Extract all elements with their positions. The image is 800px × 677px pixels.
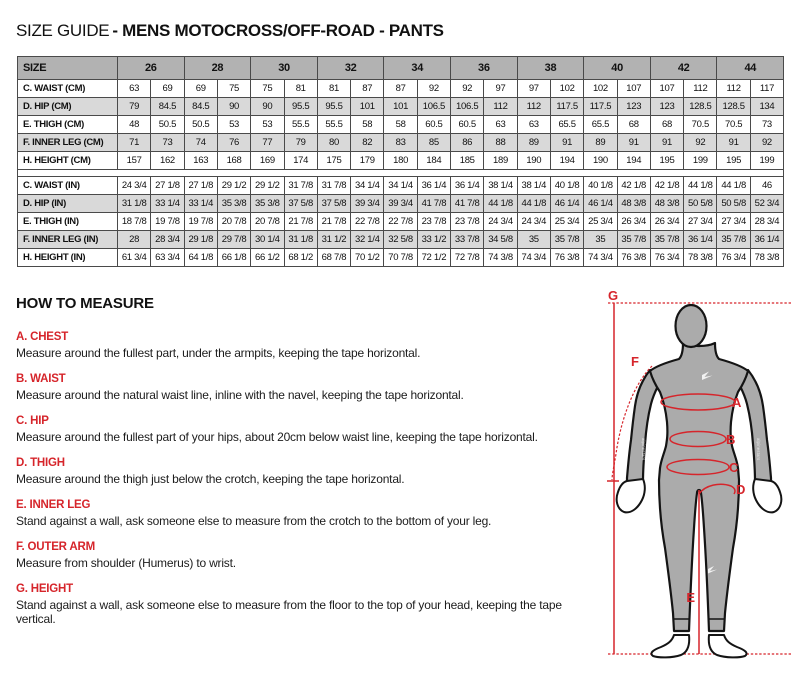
measurement-value-cell: 74 — [184, 134, 217, 152]
measure-items — [16, 331, 588, 626]
measurement-value-cell: 91 — [717, 134, 750, 152]
measurement-value-cell: 87 — [351, 80, 384, 98]
size-table-head — [18, 57, 784, 80]
measure-item-g-height — [16, 583, 588, 626]
measurement-value-cell: 66 1/2 — [251, 249, 284, 267]
measurement-value-cell: 95.5 — [317, 98, 350, 116]
measurement-value-cell: 19 7/8 — [151, 213, 184, 231]
measurement-value-cell: 31 1/8 — [284, 231, 317, 249]
measurement-value-cell: 21 7/8 — [284, 213, 317, 231]
measure-item-text: Measure around the natural waist line, inline with the navel, keeping the tape horizontal. — [16, 388, 464, 402]
measurement-value-cell: 29 1/2 — [217, 177, 250, 195]
measurement-value-cell: 175 — [317, 152, 350, 170]
right-hand — [753, 479, 781, 512]
measurement-value-cell: 18 7/8 — [118, 213, 151, 231]
measurement-value-cell: 128.5 — [684, 98, 717, 116]
measurement-value-cell: 185 — [451, 152, 484, 170]
measurement-value-cell: 26 3/4 — [650, 213, 683, 231]
figure-label-d: D — [736, 482, 746, 497]
measurement-value-cell: 128.5 — [717, 98, 750, 116]
measurement-value-cell: 46 1/4 — [550, 195, 583, 213]
figure-label-c: C — [729, 460, 739, 475]
unit-separator-row — [18, 170, 784, 177]
measurement-value-cell: 33 1/2 — [417, 231, 450, 249]
measurement-value-cell: 71 — [118, 134, 151, 152]
measure-item-heading: C. HIP — [16, 415, 49, 427]
measurement-value-cell: 112 — [717, 80, 750, 98]
size-header-32: 32 — [317, 57, 384, 80]
table-row — [18, 195, 784, 213]
measurement-value-cell: 70 1/2 — [351, 249, 384, 267]
measurement-value-cell: 90 — [217, 98, 250, 116]
measurement-value-cell: 22 7/8 — [384, 213, 417, 231]
measurement-value-cell: 25 3/4 — [550, 213, 583, 231]
measure-item-b-waist — [16, 373, 588, 402]
measurement-value-cell: 117.5 — [584, 98, 617, 116]
measurement-value-cell: 58 — [384, 116, 417, 134]
measurement-value-cell: 80 — [317, 134, 350, 152]
measurement-value-cell: 189 — [484, 152, 517, 170]
measurement-value-cell: 52 3/4 — [750, 195, 783, 213]
left-forearm-brand-text: alpinestars — [641, 438, 646, 461]
figure-label-b: B — [726, 432, 736, 447]
measurement-value-cell: 70 7/8 — [384, 249, 417, 267]
measurement-value-cell: 112 — [684, 80, 717, 98]
measurement-value-cell: 184 — [417, 152, 450, 170]
measurement-value-cell: 50 5/8 — [684, 195, 717, 213]
measurement-value-cell: 75 — [251, 80, 284, 98]
measurement-value-cell: 63 — [118, 80, 151, 98]
measurement-value-cell: 32 5/8 — [384, 231, 417, 249]
row-label: E. THIGH (CM) — [18, 116, 118, 134]
measurement-value-cell: 44 1/8 — [717, 177, 750, 195]
measurement-value-cell: 162 — [151, 152, 184, 170]
measure-item-heading: F. OUTER ARM — [16, 541, 95, 553]
measurement-value-cell: 91 — [650, 134, 683, 152]
measurement-value-cell: 73 — [151, 134, 184, 152]
size-header-44: 44 — [717, 57, 784, 80]
measurement-value-cell: 74 3/4 — [584, 249, 617, 267]
how-to-measure-title: HOW TO MEASURE — [16, 295, 154, 312]
measurement-value-cell: 24 3/4 — [118, 177, 151, 195]
table-row — [18, 98, 784, 116]
measure-item-c-hip — [16, 415, 588, 444]
measurement-value-cell: 85 — [417, 134, 450, 152]
measure-item-e-inner-leg — [16, 499, 588, 528]
figure-label-f: F — [631, 354, 639, 369]
page-title — [16, 21, 444, 41]
table-row — [18, 213, 784, 231]
measurement-value-cell: 92 — [451, 80, 484, 98]
measurement-value-cell: 42 1/8 — [650, 177, 683, 195]
measurement-value-cell: 195 — [650, 152, 683, 170]
row-label: C. WAIST (CM) — [18, 80, 118, 98]
measurement-value-cell: 70.5 — [684, 116, 717, 134]
measurement-value-cell: 61 3/4 — [118, 249, 151, 267]
figure-label-g: G — [608, 288, 619, 303]
measure-item-heading: E. INNER LEG — [16, 499, 91, 511]
measurement-value-cell: 31 1/8 — [118, 195, 151, 213]
measurement-value-cell: 36 1/4 — [451, 177, 484, 195]
measurement-value-cell: 44 1/8 — [517, 195, 550, 213]
measurement-value-cell: 42 1/8 — [617, 177, 650, 195]
measurement-value-cell: 44 1/8 — [484, 195, 517, 213]
measure-item-text: Measure from shoulder (Humerus) to wrist. — [16, 556, 236, 570]
measurement-value-cell: 77 — [251, 134, 284, 152]
size-header-40: 40 — [584, 57, 651, 80]
measure-item-text: Stand against a wall, ask someone else to measure from the crotch to the bottom of your leg. — [16, 514, 492, 528]
measurement-value-cell: 73 — [750, 116, 783, 134]
measurement-value-cell: 163 — [184, 152, 217, 170]
measurement-value-cell: 69 — [151, 80, 184, 98]
measurement-value-cell: 34 1/4 — [384, 177, 417, 195]
measurement-value-cell: 101 — [384, 98, 417, 116]
measurement-value-cell: 107 — [650, 80, 683, 98]
measurement-value-cell: 50.5 — [151, 116, 184, 134]
measurement-value-cell: 112 — [484, 98, 517, 116]
measurement-value-cell: 35 7/8 — [650, 231, 683, 249]
measurement-value-cell: 169 — [251, 152, 284, 170]
measurement-value-cell: 27 3/4 — [717, 213, 750, 231]
measurement-value-cell: 179 — [351, 152, 384, 170]
measurement-value-cell: 29 1/2 — [251, 177, 284, 195]
measurement-value-cell: 30 1/4 — [251, 231, 284, 249]
measurement-value-cell: 48 3/8 — [650, 195, 683, 213]
measurement-value-cell: 41 7/8 — [451, 195, 484, 213]
table-row — [18, 152, 784, 170]
measurement-value-cell: 34 1/4 — [351, 177, 384, 195]
measurement-value-cell: 190 — [517, 152, 550, 170]
measurement-value-cell: 33 1/4 — [184, 195, 217, 213]
table-row — [18, 177, 784, 195]
measurement-value-cell: 89 — [517, 134, 550, 152]
measurement-value-cell: 180 — [384, 152, 417, 170]
measurement-value-cell: 74 3/4 — [517, 249, 550, 267]
measurement-value-cell: 97 — [484, 80, 517, 98]
measurement-value-cell: 46 — [750, 177, 783, 195]
size-header-26: 26 — [118, 57, 185, 80]
measurement-value-cell: 157 — [118, 152, 151, 170]
measurement-value-cell: 63 — [484, 116, 517, 134]
measure-item-heading: G. HEIGHT — [16, 583, 73, 595]
measure-item-heading: D. THIGH — [16, 457, 65, 469]
measurement-value-cell: 28 3/4 — [151, 231, 184, 249]
measurement-value-cell: 195 — [717, 152, 750, 170]
measurement-value-cell: 28 3/4 — [750, 213, 783, 231]
measurement-value-cell: 95.5 — [284, 98, 317, 116]
measure-item-d-thigh — [16, 457, 588, 486]
row-label: D. HIP (IN) — [18, 195, 118, 213]
measurement-value-cell: 29 1/8 — [184, 231, 217, 249]
measurement-value-cell: 76 3/8 — [550, 249, 583, 267]
left-hand — [617, 479, 645, 512]
measure-item-heading: B. WAIST — [16, 373, 66, 385]
size-table-body — [18, 80, 784, 267]
size-header-36: 36 — [451, 57, 518, 80]
measurement-value-cell: 69 — [184, 80, 217, 98]
measurement-value-cell: 46 1/4 — [584, 195, 617, 213]
left-arm — [627, 370, 658, 483]
measurement-value-cell: 21 7/8 — [317, 213, 350, 231]
how-to-measure-section — [16, 295, 588, 639]
figure-label-e: E — [686, 590, 695, 605]
measurement-value-cell: 55.5 — [284, 116, 317, 134]
measurement-value-cell: 28 — [118, 231, 151, 249]
row-label: F. INNER LEG (CM) — [18, 134, 118, 152]
measurement-value-cell: 75 — [217, 80, 250, 98]
measurement-value-cell: 82 — [351, 134, 384, 152]
measurement-value-cell: 102 — [584, 80, 617, 98]
measurement-value-cell: 123 — [650, 98, 683, 116]
measure-item-a-chest — [16, 331, 588, 360]
page-title-regular: SIZE GUIDE — [16, 21, 110, 40]
table-row — [18, 134, 784, 152]
measurement-value-cell: 63 3/4 — [151, 249, 184, 267]
measurement-value-cell: 65.5 — [550, 116, 583, 134]
head — [676, 305, 707, 347]
measure-item-text: Stand against a wall, ask someone else to measure from the floor to the top of your head, keeping the tape vertical. — [16, 598, 562, 626]
measurement-value-cell: 68 7/8 — [317, 249, 350, 267]
measurement-value-cell: 106.5 — [417, 98, 450, 116]
measurement-value-cell: 79 — [118, 98, 151, 116]
measurement-value-cell: 23 7/8 — [417, 213, 450, 231]
measure-item-heading: A. CHEST — [16, 331, 69, 343]
measurement-value-cell: 74 3/8 — [484, 249, 517, 267]
measurement-value-cell: 79 — [284, 134, 317, 152]
measurement-value-cell: 106.5 — [451, 98, 484, 116]
measurement-value-cell: 86 — [451, 134, 484, 152]
measurement-value-cell: 35 7/8 — [717, 231, 750, 249]
table-row — [18, 80, 784, 98]
measurement-value-cell: 58 — [351, 116, 384, 134]
size-header-34: 34 — [384, 57, 451, 80]
row-label: H. HEIGHT (IN) — [18, 249, 118, 267]
measurement-value-cell: 38 1/4 — [484, 177, 517, 195]
measurement-value-cell: 36 1/4 — [684, 231, 717, 249]
right-arm — [740, 370, 771, 483]
row-label: D. HIP (CM) — [18, 98, 118, 116]
measurement-value-cell: 81 — [284, 80, 317, 98]
measurement-value-cell: 39 3/4 — [351, 195, 384, 213]
measurement-value-cell: 38 1/4 — [517, 177, 550, 195]
table-row — [18, 231, 784, 249]
measurement-value-cell: 101 — [351, 98, 384, 116]
measurement-value-cell: 199 — [750, 152, 783, 170]
left-foot — [651, 635, 689, 657]
measurement-value-cell: 97 — [517, 80, 550, 98]
measurement-value-cell: 27 3/4 — [684, 213, 717, 231]
size-header-30: 30 — [251, 57, 318, 80]
measurement-value-cell: 27 1/8 — [184, 177, 217, 195]
measurement-value-cell: 32 1/4 — [351, 231, 384, 249]
measurement-value-cell: 117.5 — [550, 98, 583, 116]
measurement-figure — [598, 288, 800, 670]
measurement-value-cell: 25 3/4 — [584, 213, 617, 231]
size-header-28: 28 — [184, 57, 251, 80]
measurement-value-cell: 88 — [484, 134, 517, 152]
measurement-value-cell: 76 3/4 — [650, 249, 683, 267]
measurement-value-cell: 76 3/4 — [717, 249, 750, 267]
measurement-value-cell: 53 — [251, 116, 284, 134]
measurement-value-cell: 66 1/8 — [217, 249, 250, 267]
measurement-value-cell: 35 3/8 — [217, 195, 250, 213]
measurement-value-cell: 83 — [384, 134, 417, 152]
row-label: F. INNER LEG (IN) — [18, 231, 118, 249]
measurement-value-cell: 40 1/8 — [550, 177, 583, 195]
measurement-value-cell: 35 — [584, 231, 617, 249]
size-table — [17, 56, 784, 267]
measurement-value-cell: 31 7/8 — [284, 177, 317, 195]
measurement-value-cell: 117 — [750, 80, 783, 98]
measurement-value-cell: 20 7/8 — [251, 213, 284, 231]
measurement-value-cell: 72 1/2 — [417, 249, 450, 267]
measurement-value-cell: 26 3/4 — [617, 213, 650, 231]
measurement-figure-svg — [598, 288, 800, 670]
measurement-value-cell: 53 — [217, 116, 250, 134]
measurement-value-cell: 20 7/8 — [217, 213, 250, 231]
measure-item-text: Measure around the fullest part of your hips, about 20cm below waist line, keeping the tape horizontal. — [16, 430, 538, 444]
measurement-value-cell: 70.5 — [717, 116, 750, 134]
measurement-value-cell: 24 3/4 — [484, 213, 517, 231]
measurement-value-cell: 90 — [251, 98, 284, 116]
row-label: H. HEIGHT (CM) — [18, 152, 118, 170]
measurement-value-cell: 194 — [617, 152, 650, 170]
table-row — [18, 116, 784, 134]
measurement-value-cell: 102 — [550, 80, 583, 98]
measurement-value-cell: 60.5 — [451, 116, 484, 134]
measurement-value-cell: 76 — [217, 134, 250, 152]
measurement-value-cell: 48 3/8 — [617, 195, 650, 213]
measurement-value-cell: 84.5 — [184, 98, 217, 116]
page-title-bold: - MENS MOTOCROSS/OFF-ROAD - PANTS — [112, 21, 444, 40]
measurement-value-cell: 44 1/8 — [684, 177, 717, 195]
measurement-value-cell: 39 3/4 — [384, 195, 417, 213]
measurement-value-cell: 50 5/8 — [717, 195, 750, 213]
measure-item-text: Measure around the fullest part, under the armpits, keeping the tape horizontal. — [16, 346, 421, 360]
measurement-value-cell: 92 — [684, 134, 717, 152]
measurement-value-cell: 168 — [217, 152, 250, 170]
measurement-value-cell: 72 7/8 — [451, 249, 484, 267]
measurement-value-cell: 48 — [118, 116, 151, 134]
measurement-value-cell: 19 7/8 — [184, 213, 217, 231]
measurement-value-cell: 41 7/8 — [417, 195, 450, 213]
measurement-value-cell: 190 — [584, 152, 617, 170]
measurement-value-cell: 199 — [684, 152, 717, 170]
measurement-value-cell: 60.5 — [417, 116, 450, 134]
right-forearm-brand-text: alpinestars — [756, 438, 761, 461]
measurement-value-cell: 50.5 — [184, 116, 217, 134]
measurement-value-cell: 76 3/8 — [617, 249, 650, 267]
measurement-value-cell: 22 7/8 — [351, 213, 384, 231]
measurement-value-cell: 87 — [384, 80, 417, 98]
measurement-value-cell: 174 — [284, 152, 317, 170]
measurement-value-cell: 36 1/4 — [417, 177, 450, 195]
measurement-value-cell: 36 1/4 — [750, 231, 783, 249]
size-table-header-row — [18, 57, 784, 80]
table-row — [18, 249, 784, 267]
measurement-value-cell: 123 — [617, 98, 650, 116]
measurement-value-cell: 194 — [550, 152, 583, 170]
measurement-value-cell: 64 1/8 — [184, 249, 217, 267]
measurement-value-cell: 68 — [650, 116, 683, 134]
measurement-value-cell: 65.5 — [584, 116, 617, 134]
measurement-value-cell: 63 — [517, 116, 550, 134]
measurement-value-cell: 78 3/8 — [684, 249, 717, 267]
measurement-value-cell: 55.5 — [317, 116, 350, 134]
row-label: C. WAIST (IN) — [18, 177, 118, 195]
measurement-value-cell: 24 3/4 — [517, 213, 550, 231]
measurement-value-cell: 91 — [617, 134, 650, 152]
measurement-value-cell: 112 — [517, 98, 550, 116]
measurement-value-cell: 37 5/8 — [284, 195, 317, 213]
measurement-value-cell: 107 — [617, 80, 650, 98]
measurement-value-cell: 31 1/2 — [317, 231, 350, 249]
size-header-38: 38 — [517, 57, 584, 80]
measurement-value-cell: 27 1/8 — [151, 177, 184, 195]
size-column-header: SIZE — [18, 57, 118, 80]
measurement-value-cell: 33 7/8 — [451, 231, 484, 249]
measurement-value-cell: 81 — [317, 80, 350, 98]
measurement-value-cell: 37 5/8 — [317, 195, 350, 213]
measure-item-text: Measure around the thigh just below the crotch, keeping the tape horizontal. — [16, 472, 405, 486]
measurement-value-cell: 35 7/8 — [617, 231, 650, 249]
measurement-value-cell: 35 7/8 — [550, 231, 583, 249]
measurement-value-cell: 23 7/8 — [451, 213, 484, 231]
row-label: E. THIGH (IN) — [18, 213, 118, 231]
measurement-value-cell: 134 — [750, 98, 783, 116]
measurement-value-cell: 31 7/8 — [317, 177, 350, 195]
right-foot — [709, 635, 747, 657]
measurement-value-cell: 89 — [584, 134, 617, 152]
measurement-value-cell: 33 1/4 — [151, 195, 184, 213]
measurement-value-cell: 91 — [550, 134, 583, 152]
measurement-value-cell: 34 5/8 — [484, 231, 517, 249]
measurement-value-cell: 35 — [517, 231, 550, 249]
measurement-value-cell: 40 1/8 — [584, 177, 617, 195]
size-header-42: 42 — [650, 57, 717, 80]
measurement-value-cell: 68 — [617, 116, 650, 134]
measurement-value-cell: 92 — [417, 80, 450, 98]
measurement-value-cell: 29 7/8 — [217, 231, 250, 249]
measure-item-f-outer-arm — [16, 541, 588, 570]
figure-label-a: A — [732, 395, 742, 410]
measurement-value-cell: 84.5 — [151, 98, 184, 116]
measurement-value-cell: 35 3/8 — [251, 195, 284, 213]
measurement-value-cell: 68 1/2 — [284, 249, 317, 267]
measurement-value-cell: 78 3/8 — [750, 249, 783, 267]
measurement-value-cell: 92 — [750, 134, 783, 152]
